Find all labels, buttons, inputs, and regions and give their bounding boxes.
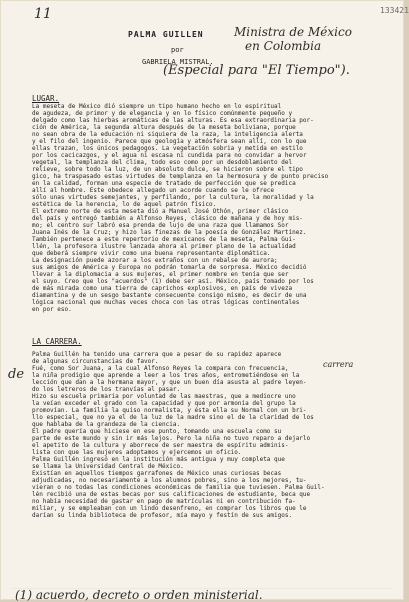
- section-carrera-line: se llama la Universidad Central de México.: [32, 463, 184, 470]
- section-carrera-line: Palma Guillén ingresó en la institución más antigua y muy completa que: [32, 456, 285, 463]
- section-carrera-line: Existían en aquellos tiempos garrafones de México unas curiosas becas: [32, 470, 282, 477]
- section-carrera-line: lista con que las mujeres adoptamos y ejercemos un oficio.: [32, 449, 242, 456]
- section-carrera-line: que hablaba de la grandeza de la ciencia.: [32, 421, 181, 428]
- section-carrera-line: El padre quería que hiciese en ese punto, tomando una escuela como su: [32, 428, 282, 435]
- section-carrera-line: miliar, y se empleaban con un lindo desenfreno, en comprar los libros que le: [32, 505, 307, 512]
- section-lugar-line: de más mirada como una tierra de caprichos explosivos, en país de viveza: [32, 285, 293, 292]
- section-carrera-line: Fué, como Sor Juana, a la cual Alfonso Reyes la compara con frecuencia,: [32, 365, 289, 372]
- section-lugar-line: estética de la herencia, lo de aquel patrón físico.: [32, 201, 217, 208]
- section-lugar-line: en por eso.: [32, 306, 72, 313]
- section-carrera-line: el apetito de la cultura y aborrece de ser maestra de espíritu adminis-: [32, 442, 289, 449]
- section-lugar-line: no sean obra de la educación ni siquiera de la raza, la inteligencia alerta: [32, 131, 303, 138]
- title-by: por: [171, 46, 184, 54]
- section-lugar-line: por los cacicazgos, y el agua ni escasa ni cundida para no convidar a hervor: [32, 152, 307, 159]
- section-lugar-line: La designación puede azorar a los extraños con un rebalse de aurora;: [32, 257, 278, 264]
- section-carrera-line: lección que dan a la hermana mayor, y que un buen día asusta al padre leyen-: [32, 379, 307, 386]
- section-carrera-line: vieran o no todas las condiciones económicas de familia que tuviesen. Palma Guil-: [32, 484, 325, 491]
- section-carrera-line: Hizo su escuela primaria por voluntad de las maestras, que a mediocre uno: [32, 393, 296, 400]
- handwritten-footnote: (1) acuerdo, decreto o orden ministerial.: [15, 588, 263, 602]
- section-lugar-line: El extremo norte de esta meseta dió a Manuel José Othón, primer clásico: [32, 208, 289, 215]
- section-carrera-line: lén recibió una de estas becas por sus calificaciones de estudiante, beca que: [32, 491, 311, 498]
- section-carrera-line: adjudicadas, no necesariamente a los alumnos pobres, sino a los mejores, tu-: [32, 477, 307, 484]
- section-carrera-line: promovían. La familia la quiso normalista, y ésta ella su Normal con un bri-: [32, 407, 307, 414]
- handwritten-annotation-colombia: en Colombia: [245, 39, 322, 53]
- section-lugar-line: delgado como las hierbas aromáticas de las alturas. Es esa extraordinaria por-: [32, 117, 314, 124]
- section-lugar-line: mo; el centro sur labró esa prenda de lujo de una raza que llamamos Sor: [32, 222, 289, 229]
- section-lugar-line: ellas trazan, los únicos pedagogos. La vegetación sobria y metida en estilo: [32, 145, 303, 152]
- section-lugar-line: sus amigos de América y Europa no podrán tomarla de sorpresa. México decidió: [32, 264, 307, 271]
- document-title: PALMA GUILLEN: [128, 30, 204, 39]
- section-carrera-line: parte de este mundo y sin ir más lejos. Pero la niña no tuvo reparo a dejarlo: [32, 435, 311, 442]
- section-carrera-line: la niña prodigio que aprende a leer a los tres años, entrometiéndose en la: [32, 372, 300, 379]
- section-lugar-line: y el filo del ingenio. Parece que geología y atmósfera sean allí, con lo que: [32, 138, 307, 145]
- section-carrera-line: no había necesidad de gastar en pago de matrículas ni en contribución fa-: [32, 498, 296, 505]
- section-lugar-line: llevar a la diplomacia a sus mujeres, el primer nombre en tenía que ser: [32, 271, 289, 278]
- handwritten-margin-note: de: [8, 367, 25, 382]
- section-carrera-line: do los letreros de los tranvías al pasar.: [32, 386, 181, 393]
- author-name: GABRIELA MISTRAL.: [142, 58, 214, 66]
- section-lugar-line: allí al hombre. Este obedece allegado un acorde cuando se le ofrece: [32, 187, 275, 194]
- section-lugar-line: del país y entregó también a Alfonso Reyes, clásico de mañana y de hoy mis-: [32, 215, 303, 222]
- folio-number: 133421: [380, 6, 409, 15]
- section-lugar-line: sólo unas virtudes semejantes, y perfilando, por la cultura, la moralidad y la: [32, 194, 314, 201]
- section-lugar-line: Juana Inés de la Cruz; y hizo las finezas de la poesía de González Martínez.: [32, 229, 307, 236]
- handwritten-number: 11: [34, 6, 52, 22]
- section-lugar-line: relieve, sobre todo la luz, de un absoluto dulce, se hicieron sobre el tipo: [32, 166, 303, 173]
- section-lugar-line: llén, la profesora ilustre lanzada ahora al primer plano de la actualidad: [32, 243, 296, 250]
- section-carrera-line: llo especial, que no ya el de la luz de la madre sino el de la claridad de los: [32, 414, 314, 421]
- section-lugar-line: También pertenece a este repertorio de mexicanos de la meseta, Palma Gui-: [32, 236, 296, 243]
- section-carrera-line: Palma Guillén ha tenido una carrera que a pesar de su rapidez aparece: [32, 351, 282, 358]
- section-lugar-line: en la calidad, forman una especie de tratado de perfección que se predica: [32, 180, 296, 187]
- section-heading-carrera: LA CARRERA.: [32, 337, 82, 346]
- section-carrera-line: darían su linda biblioteca de profesor, mía mayo y festín de sus amigos.: [32, 512, 293, 519]
- section-carrera-line: la veían exceder el grado con la capacidad y que por armonía del grupo la: [32, 400, 296, 407]
- section-lugar-line: que deberá siempre vivir como una buena representante diplomática.: [32, 250, 271, 257]
- section-lugar-line: gico, ha traspasado estas virtudes de templanza en la hermosura y de punto preciso: [32, 173, 329, 180]
- section-lugar-line: el suyo. Creo que los "acuerdos" (1) debe ser así. México, país tomado por los: [32, 278, 314, 285]
- section-lugar-line: diamantina y de un sesgo bastante consecuente consigo mismo, es decir de una: [32, 292, 307, 299]
- section-lugar-line: ción de América, la segunda altura después de la meseta boliviana, porque: [32, 124, 296, 131]
- section-lugar-line: La meseta de México dió siempre un tipo humano hecho en lo espiritual: [32, 103, 282, 110]
- section-heading-lugar: LUGAR.: [32, 94, 60, 103]
- handwritten-annotation-ministra: Ministra de México: [234, 25, 352, 39]
- section-lugar-line: de agudeza, de primor y de elegancia y en lo físico comúnmente pequeño y: [32, 110, 293, 117]
- section-carrera-line: de algunas circunstancias de favor.: [32, 358, 159, 365]
- section-lugar-line: vegetal, la templanza del clima, todo eso como por un desdoblamiento del: [32, 159, 293, 166]
- handwritten-special-note: (Especial para "El Tiempo").: [163, 63, 350, 78]
- handwritten-correction: carrera: [323, 360, 354, 369]
- section-lugar-line: lógica nacional que muchas veces choca con las otras lógicas continentales: [32, 299, 300, 306]
